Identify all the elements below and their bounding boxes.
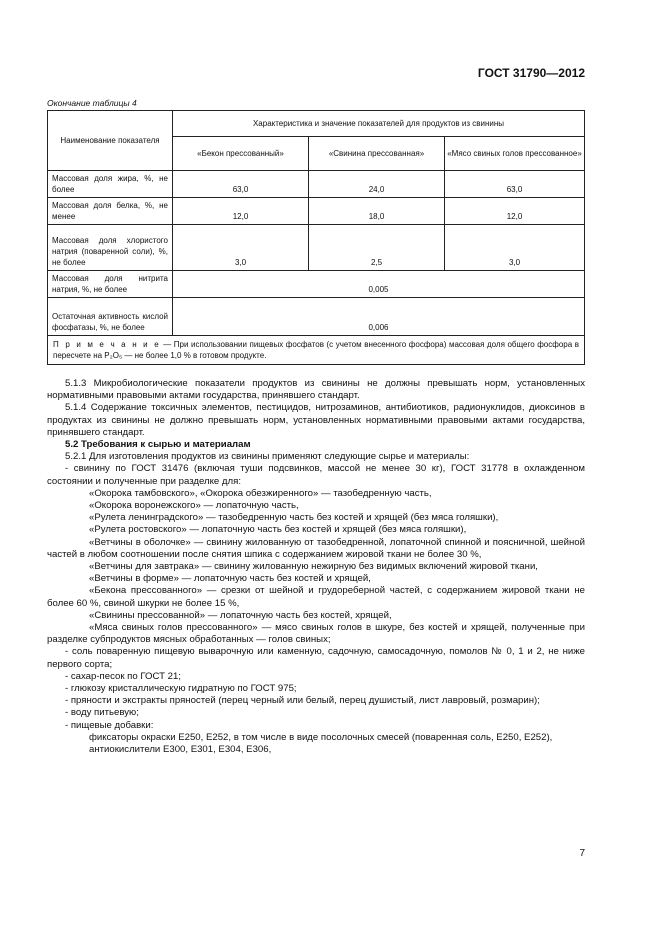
- list-item: - свинину по ГОСТ 31476 (включая туши подсвинков, массой не менее 30 кг), ГОСТ 31778 в охлажденном состоянии и полученные при разделке для:: [47, 463, 585, 487]
- sub-list-item: «Мяса свиных голов прессованного» — мясо свиных голов в шкуре, без костей и хрящей, полученные при разделке субпродуктов мясных обработанных — голов свиных;: [47, 622, 585, 646]
- row-value: 3,0: [445, 225, 585, 271]
- row-name: Остаточная активность кислой фосфатазы, %, не более: [48, 298, 173, 336]
- row-name: Массовая доля нитрита натрия, %, не более: [48, 271, 173, 298]
- spec-table: [47, 110, 585, 365]
- row-value: 63,0: [445, 171, 585, 198]
- row-value: 12,0: [173, 198, 309, 225]
- table-row: [48, 171, 585, 198]
- sub-list-item: «Бекона прессованного» — срезки от шейной и грудореберной частей, с содержанием жировой ткани не более 60 %, свиной шкурки не более 15 %,: [47, 585, 585, 609]
- row-value: 2,5: [309, 225, 445, 271]
- paragraph-5-2-1: 5.2.1 Для изготовления продуктов из свинины применяют следующие сырье и материалы:: [65, 451, 470, 463]
- row-value: 24,0: [309, 171, 445, 198]
- additive-item: фиксаторы окраски E250, E252, в том числе в виде посолочных смесей (поваренная соль, E250, E252),: [89, 731, 553, 743]
- standard-code: ГОСТ 31790—2012: [477, 66, 585, 80]
- sub-list-item: «Ветчины в форме» — лопаточную часть без костей и хрящей,: [89, 573, 371, 585]
- note-label: П р и м е ч а н и е: [53, 340, 161, 349]
- table-note-row: [48, 336, 585, 365]
- row-value-merged: 0,006: [173, 298, 585, 336]
- table-row: [48, 198, 585, 225]
- list-item: - глюкозу кристаллическую гидратную по ГОСТ 975;: [65, 683, 297, 695]
- table-row: [48, 271, 585, 298]
- list-item: - пищевые добавки:: [65, 719, 154, 731]
- row-value-merged: 0,005: [173, 271, 585, 298]
- sub-list-item: «Рулета ростовского» — лопаточную часть без костей и хрящей (без мяса голяшки),: [89, 524, 467, 536]
- header-product-2: «Свинина прессованная»: [309, 137, 445, 171]
- row-value: 63,0: [173, 171, 309, 198]
- header-indicator-name: Наименование показателя: [48, 111, 173, 171]
- row-value: 3,0: [173, 225, 309, 271]
- row-value: 18,0: [309, 198, 445, 225]
- body-text: [47, 378, 585, 756]
- sub-list-item: «Окорока тамбовского», «Окорока обезжиренного» — тазобедренную часть,: [89, 487, 432, 499]
- table-note: [48, 336, 585, 365]
- paragraph-5-1-3: 5.1.3 Микробиологические показатели продуктов из свинины не должны превышать норм, установленных нормативными правовыми актами государства, принявшего стандарт.: [47, 378, 585, 402]
- section-heading-5-2: 5.2 Требования к сырью и материалам: [65, 439, 251, 451]
- note-text: — При использовании пищевых фосфатов (с учетом внесенного фосфора) массовая доля общего фосфора в пересчете на P₂O₅ — не более 1,0 % в готовом продукте.: [53, 340, 579, 360]
- list-item: - сахар-песок по ГОСТ 21;: [65, 670, 181, 682]
- additive-item: антиокислители E300, E301, E304, E306,: [89, 744, 272, 756]
- row-name: Массовая доля хлористого натрия (поваренной соли), %, не более: [48, 225, 173, 271]
- row-name: Массовая доля белка, %, не менее: [48, 198, 173, 225]
- header-characteristics: Характеристика и значение показателей для продуктов из свинины: [173, 111, 585, 137]
- sub-list-item: «Рулета ленинградского» — тазобедренную часть без костей и хрящей (без мяса голяшки),: [89, 512, 499, 524]
- table-row: [48, 298, 585, 336]
- page-number: 7: [579, 848, 585, 859]
- table-row: [48, 225, 585, 271]
- sub-list-item: «Свинины прессованной» — лопаточную часть без костей, хрящей,: [89, 609, 392, 621]
- list-item: - соль поваренную пищевую выварочную или каменную, садочную, самосадочную, помолов № 0, 1 и 2, не ниже первого сорта;: [47, 646, 585, 670]
- header-product-3: «Мясо свиных голов прессованное»: [445, 137, 585, 171]
- header-product-1: «Бекон прессованный»: [173, 137, 309, 171]
- sub-list-item: «Ветчины в оболочке» — свинину жилованную от тазобедренной, лопаточной спинной и поясничной, шейной частей в любом соотношении после снятия шпика с содержанием жировой ткани не более 30 %,: [47, 536, 585, 560]
- row-name: Массовая доля жира, %, не более: [48, 171, 173, 198]
- paragraph-5-1-4: 5.1.4 Содержание токсичных элементов, пестицидов, нитрозаминов, антибиотиков, радионуклидов, диоксинов в продуктах из свинины не должно превышать норм, установленных нормативными правовыми актами государства, принявшего стандарт.: [47, 402, 585, 438]
- sub-list-item: «Ветчины для завтрака» — свинину жилованную нежирную без видимых включений жировой ткани,: [89, 561, 538, 573]
- sub-list-item: «Окорока воронежского» — лопаточную часть,: [89, 500, 299, 512]
- row-value: 12,0: [445, 198, 585, 225]
- list-item: - пряности и экстракты пряностей (перец черный или белый, перец душистый, лист лавровый, розмарин);: [65, 695, 540, 707]
- list-item: - воду питьевую;: [65, 707, 139, 719]
- table-caption: Окончание таблицы 4: [47, 98, 137, 108]
